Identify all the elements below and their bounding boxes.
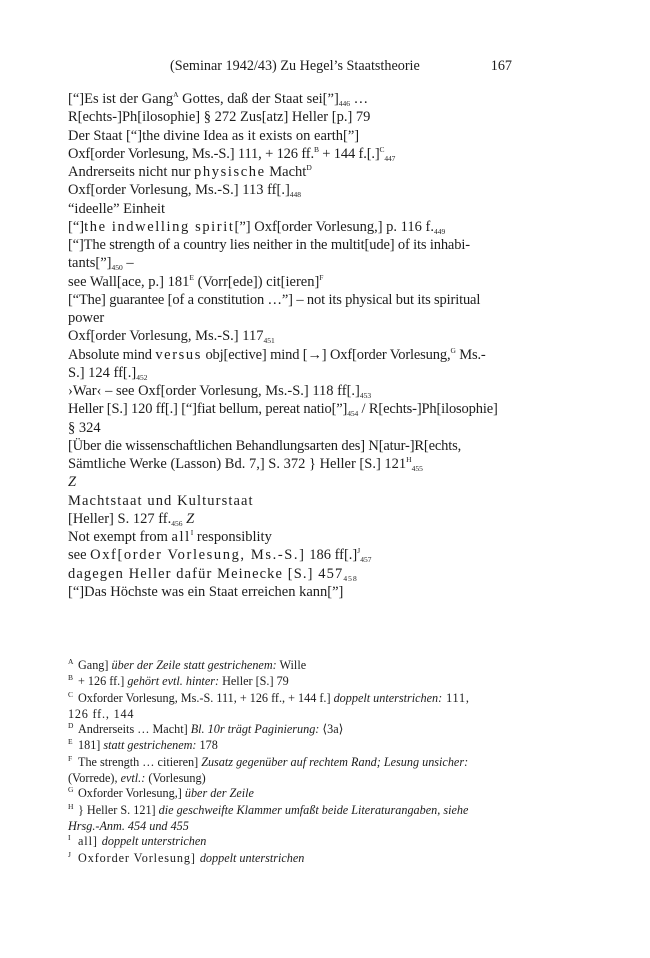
editor-note-number: 456 (171, 518, 183, 528)
editorial-comment: über der Zeile (184, 786, 254, 801)
footnote (68, 755, 513, 771)
line-text: + 144 f.[.] (318, 145, 380, 162)
editorial-comment: doppelt unterstrichen (199, 850, 305, 865)
running-header (170, 57, 512, 75)
reading: Heller [S.] 79 (219, 674, 289, 689)
line-text: ›War‹ – see Oxf[order Vorlesung, Ms.-S.] 118 ff[.] (68, 383, 360, 399)
line-text: [Über die wissenschaftlichen Behandlungsarten des] N[atur-]R[echts, (68, 437, 462, 454)
editor-note-number: 449 (433, 226, 446, 236)
text-line (68, 327, 513, 345)
line-text: dagegen Heller dafür Meinecke [S.] 457 (68, 565, 344, 582)
line-text: Heller [S.] 120 ff[.] [“]fiat bellum, pereat natio[”] (68, 401, 348, 418)
line-text: see (68, 547, 91, 564)
line-text: [Heller] S. 127 ff. (68, 510, 172, 527)
text-line (68, 163, 513, 181)
lemma: Oxforder Vorlesung,] (78, 786, 185, 801)
footnote-continuation (68, 771, 513, 786)
footnote-continuation (68, 707, 513, 722)
reading: (Vorlesung) (145, 771, 206, 786)
text-line (68, 254, 513, 272)
footnote (68, 674, 513, 690)
footnote (68, 786, 513, 802)
text-line (68, 200, 513, 218)
footnote (68, 722, 513, 738)
footnote-letter: J (68, 849, 71, 859)
text-line (68, 455, 513, 473)
footnote-letter: C (68, 689, 74, 699)
lemma: The strength … citieren] (78, 754, 202, 769)
footnote-letter: A (68, 657, 74, 666)
text-line (68, 145, 513, 163)
editor-note-number: 448 (289, 190, 302, 200)
running-title: (Seminar 1942/43) Zu Hegel’s Staatstheorie (170, 58, 420, 74)
editorial-comment: über der Zeile statt gestrichenem: (111, 658, 277, 672)
editorial-comment: die geschweifte Klammer umfaßt beide Literaturangaben, siehe (158, 802, 469, 817)
editor-note-number: 455 (411, 464, 423, 473)
editorial-comment: statt gestrichenem: (103, 738, 197, 753)
lemma: Oxforder Vorlesung, Ms.-S. 111, + 126 ff., + 144 f.] (78, 690, 334, 705)
footnote-letter: H (68, 801, 74, 811)
line-text: Z (68, 474, 77, 491)
footnote-marker: J (357, 546, 361, 556)
text-line (68, 90, 513, 108)
line-text: Andrerseits nicht nur (68, 164, 195, 180)
line-text: [”] Oxf[order Vorlesung,] p. 116 f. (234, 218, 434, 235)
line-text: … (350, 91, 369, 107)
line-text: responsiblity (193, 529, 272, 545)
editor-note-number: 453 (359, 391, 372, 400)
reading: 126 ff., 144 (68, 706, 135, 721)
footnote-apparatus (68, 658, 513, 867)
text-line (68, 400, 513, 418)
line-text: Oxf[order Vorlesung, Ms.-S.] 111, + 126 ff. (68, 145, 314, 162)
footnote-letter: B (68, 673, 74, 683)
editor-note-number: 457 (360, 555, 372, 565)
line-text: [“]Das Höchste was ein Staat erreichen kann[”] (68, 583, 344, 600)
editorial-comment: Bl. 10r trägt Paginierung: (190, 722, 320, 737)
text-line (68, 437, 513, 455)
line-text: Macht (265, 164, 307, 180)
page-number: 167 (490, 58, 512, 74)
editor-note-number: 450 (111, 263, 123, 273)
footnote-letter: E (68, 737, 73, 747)
text-line (68, 382, 513, 400)
editor-note-number: 447 (384, 153, 396, 163)
footnote (68, 658, 513, 674)
line-text: R[echts-]Ph[ilosophie] § 272 Zus[atz] Heller [p.] 79 (68, 109, 371, 126)
line-text: tants[”] (68, 255, 112, 272)
line-text: Absolute mind (68, 346, 156, 363)
line-text: Oxf[order Vorlesung, Ms.-S.] 117 (68, 328, 264, 345)
editor-note-number: 454 (347, 409, 359, 419)
line-text: 186 ff[.] (305, 547, 358, 564)
reading: Wille (276, 658, 307, 672)
footnote-marker: B (313, 144, 319, 154)
footnote-marker: D (306, 163, 312, 172)
editorial-comment: doppelt unterstrichen (101, 834, 207, 849)
footnote-letter: G (68, 785, 74, 795)
reading: 111, (442, 690, 470, 705)
text-line (68, 419, 513, 437)
editorial-comment: Zusatz gegenüber auf rechtem Rand; Lesung unsicher: (201, 754, 469, 769)
spaced-text: Oxf[order Vorlesung, Ms.-S.] (90, 547, 306, 564)
line-text: [“]Es ist der Gang (68, 91, 174, 107)
line-text: § 324 (68, 419, 101, 436)
main-text (68, 90, 513, 601)
footnote-marker: F (319, 272, 324, 282)
footnote (68, 803, 513, 819)
editor-note-number: 452 (136, 372, 148, 382)
editorial-comment: doppelt unterstrichen: (333, 690, 443, 705)
footnote-letter: D (68, 721, 74, 731)
text-line (68, 273, 513, 291)
line-text: [“The] guarantee [of a constitution …”] – not its physical but its spiritual (68, 291, 481, 308)
text-line (68, 181, 513, 199)
footnote-marker: H (406, 455, 412, 464)
footnote-continuation (68, 819, 513, 834)
footnote-marker: C (379, 144, 385, 154)
lemma: Oxforder Vorlesung] (78, 850, 200, 865)
text-line (68, 346, 513, 364)
footnote (68, 834, 513, 850)
reading: (Vorrede), (68, 771, 121, 786)
text-line (68, 218, 513, 236)
line-text: see Wall[ace, p.] 181 (68, 273, 190, 290)
spaced-heading: Machtstaat und Kulturstaat (68, 492, 254, 509)
footnote (68, 738, 513, 754)
lemma: 181] (78, 738, 104, 753)
text-line (68, 309, 513, 327)
footnote-marker: A (173, 90, 179, 99)
editor-note-number: 446 (338, 99, 351, 108)
reading: ⟨3a⟩ (319, 722, 344, 737)
footnote-marker: I (190, 528, 194, 537)
line-text: Not exempt from (68, 529, 172, 545)
footnote-letter: F (68, 753, 73, 763)
text-line (68, 473, 513, 491)
line-text: Gottes, daß der Staat sei[”] (178, 91, 339, 107)
footnote (68, 691, 513, 707)
text-line (68, 108, 513, 126)
line-text: (Vorr[ede]) cit[ieren] (193, 273, 320, 290)
spaced-text: the indwelling spirit (84, 218, 235, 235)
footnote-marker: G (450, 345, 456, 355)
text-line (68, 127, 513, 145)
line-text: S.] 124 ff[.] (68, 364, 137, 381)
line-text: [“]The strength of a country lies neither in the multit[ude] of its inhabi- (68, 237, 470, 253)
text-line (68, 565, 513, 583)
line-text: [“] (68, 218, 85, 235)
line-text: obj[ective] mind [→] Oxf[order Vorlesung, (201, 346, 451, 363)
line-text: Z (182, 510, 195, 527)
text-line (68, 291, 513, 309)
lemma: + 126 ff.] (78, 674, 128, 689)
line-text: Ms.- (455, 346, 486, 363)
editor-note-number: 458 (343, 573, 358, 583)
text-line (68, 510, 513, 528)
line-text: – (122, 255, 134, 272)
text-line (68, 546, 513, 564)
footnote-marker: E (189, 272, 194, 282)
editorial-comment: evtl.: (120, 771, 146, 786)
line-text: / R[echts-]Ph[ilosophie] (358, 401, 498, 418)
footnote-letter: I (68, 833, 71, 843)
lemma: Gang] (78, 658, 112, 672)
line-text: Oxf[order Vorlesung, Ms.-S.] 113 ff[.] (68, 182, 290, 199)
text-line (68, 236, 513, 254)
spaced-text: all (171, 529, 191, 545)
text-line (68, 583, 513, 601)
line-text: Der Staat [“]the divine Idea as it exists on earth[”] (68, 127, 360, 144)
reading: 178 (196, 738, 218, 753)
editorial-comment: Hrsg.-Anm. 454 und 455 (68, 818, 189, 833)
editorial-comment: gehört evtl. hinter: (127, 674, 220, 689)
line-text: Sämtliche Werke (Lasson) Bd. 7,] S. 372 } Heller [S.] 121 (68, 456, 407, 472)
footnote (68, 851, 513, 867)
text-line (68, 364, 513, 382)
editor-note-number: 451 (263, 336, 275, 346)
lemma: all] (78, 834, 102, 849)
lemma: Andrerseits … Macht] (78, 722, 191, 737)
spaced-text: physische (194, 164, 266, 180)
line-text: power (68, 310, 105, 326)
line-text: “ideelle” Einheit (68, 200, 166, 217)
lemma: } Heller S. 121] (78, 802, 159, 817)
spaced-text: versus (155, 346, 202, 363)
text-line (68, 492, 513, 510)
text-line (68, 528, 513, 546)
